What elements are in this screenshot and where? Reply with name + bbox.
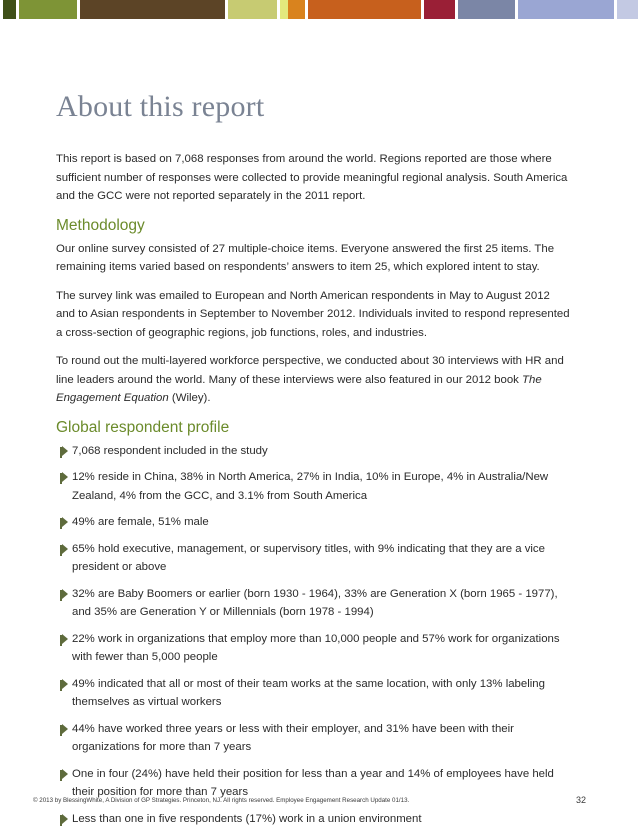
paragraph-text: (Wiley). xyxy=(168,392,211,404)
color-segment xyxy=(228,0,277,19)
color-segment xyxy=(280,0,288,19)
color-segment xyxy=(518,0,614,19)
profile-heading: Global respondent profile xyxy=(56,418,230,436)
list-item xyxy=(62,513,570,532)
list-item-text: 12% reside in China, 38% in North America, 27% in India, 10% in Europe, 4% in Australia/New Zealand, 4% from the GCC, and 3.1% from South America xyxy=(72,471,549,502)
methodology-paragraph-3 xyxy=(56,352,570,408)
list-item-text: 49% indicated that all or most of their team works at the same location, with only 13% labeling themselves as virtual workers xyxy=(72,677,545,708)
list-item xyxy=(62,675,570,712)
list-item-text: 22% work in organizations that employ more than 10,000 people and 57% work for organizations with fewer than 5,000 people xyxy=(72,632,560,663)
list-item xyxy=(62,468,570,505)
bullet-arrow-icon xyxy=(62,679,68,689)
list-item-text: 49% are female, 51% male xyxy=(72,516,209,528)
bullet-arrow-icon xyxy=(62,544,68,554)
bullet-arrow-icon xyxy=(62,472,68,482)
profile-list xyxy=(56,442,570,829)
list-item xyxy=(62,810,570,829)
list-item xyxy=(62,585,570,622)
list-item xyxy=(62,720,570,757)
list-item xyxy=(62,765,570,802)
footer-copyright: © 2013 by BlessingWhite, A Division of GP Strategies. Princeton, NJ. All rights reserved. Employee Engagement Research Update 01/13. xyxy=(33,797,410,804)
list-item-text: 7,068 respondent included in the study xyxy=(72,444,268,457)
bullet-arrow-icon xyxy=(62,814,68,824)
report-body xyxy=(56,150,570,836)
list-item xyxy=(62,540,570,577)
bullet-arrow-icon xyxy=(62,517,68,527)
methodology-paragraph-2: The survey link was emailed to European and North American respondents in May to August 2012 and to Asian respondents in September to November 2012. Individuals invited to respond represented a cross-section of geographic regions, job functions, roles, and industries. xyxy=(56,289,570,339)
color-segment xyxy=(424,0,455,19)
color-segment xyxy=(80,0,225,19)
page-title: About this report xyxy=(56,90,265,123)
list-item xyxy=(62,630,570,667)
list-item-text: 65% hold executive, management, or supervisory titles, with 9% indicating that they are a vice president or above xyxy=(72,542,545,573)
color-segment xyxy=(3,0,16,19)
color-segment xyxy=(19,0,77,19)
decorative-color-bar xyxy=(0,0,638,19)
page-number: 32 xyxy=(575,795,586,805)
list-item-text: 44% have worked three years or less with their employer, and 31% have been with their organizations for more than 7 years xyxy=(72,722,514,753)
bullet-arrow-icon xyxy=(62,724,68,734)
methodology-paragraph-1: Our online survey consisted of 27 multiple-choice items. Everyone answered the first 25 items. The remaining items varied based on respondents’ answers to item 25, which explored intent to stay. xyxy=(56,242,555,273)
color-segment xyxy=(288,0,305,19)
paragraph-text: To round out the multi-layered workforce perspective, we conducted about 30 interviews with HR and line leaders around the world. Many of these interviews were also featured in our 2012 book xyxy=(56,355,564,386)
color-segment xyxy=(458,0,515,19)
book-title: The Engagement Equation xyxy=(56,373,542,404)
list-item-text: One in four (24%) have held their position for less than a year and 14% of employees have held their position for more than 7 years xyxy=(72,767,554,798)
color-segment xyxy=(617,0,638,19)
bullet-arrow-icon xyxy=(62,446,68,456)
list-item xyxy=(62,442,570,461)
bullet-arrow-icon xyxy=(62,769,68,779)
methodology-heading: Methodology xyxy=(56,216,145,234)
bullet-arrow-icon xyxy=(62,634,68,644)
bullet-arrow-icon xyxy=(62,589,68,599)
list-item-text: Less than one in five respondents (17%) work in a union environment xyxy=(72,812,422,825)
color-segment xyxy=(308,0,421,19)
list-item-text: 32% are Baby Boomers or earlier (born 1930 - 1964), 33% are Generation X (born 1965 - 1977), and 35% are Generation Y or Millennials (born 1978 - 1994) xyxy=(72,587,558,618)
intro-paragraph: This report is based on 7,068 responses from around the world. Regions reported are those where sufficient number of responses were collected to provide meaningful regional analysis. South America and the GCC were not reported separately in the 2011 report. xyxy=(56,153,568,202)
